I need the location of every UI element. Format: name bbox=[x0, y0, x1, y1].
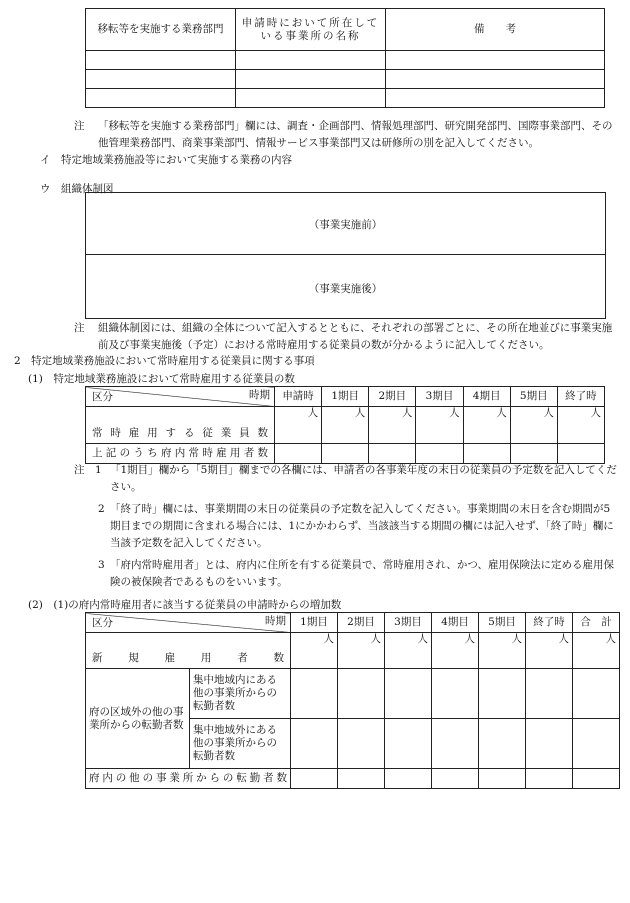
value-cell[interactable] bbox=[510, 444, 557, 464]
employee-count-table bbox=[85, 386, 605, 464]
row-label-new-hires: 新規雇用者数 bbox=[92, 652, 284, 664]
note-mark: 注 bbox=[74, 120, 85, 132]
value-cell[interactable] bbox=[557, 444, 604, 464]
value-cell[interactable] bbox=[573, 669, 620, 719]
value-cell[interactable]: 人 bbox=[338, 633, 385, 669]
value-cell[interactable] bbox=[432, 669, 479, 719]
period-header: 1期目 bbox=[322, 387, 369, 407]
corner-period-label: 時期 bbox=[249, 389, 270, 401]
note-text: 組織体制図には、組織の全体について記入するとともに、それぞれの部署ごとに、その所在地並びに事業実施前及び事業実施後（予定）における常時雇用する従業員の数が分かるように記入してください。 bbox=[98, 322, 613, 351]
note-text: 「終了時」欄には、事業期間の末日の従業員の予定数を記入してください。事業期間の末日を含む期間が5期目までの期間に含まれる場合には、1にかかわらず、当該該当する期間の欄には記入せず、「終了時」欄に当該予定数を記入してください。 bbox=[110, 503, 614, 549]
header-office-name: 申請時において所在している事業所の名称 bbox=[236, 9, 386, 51]
note-text: 「移転等を実施する業務部門」欄には、調査・企画部門、情報処理部門、研究開発部門、国際事業部門、その他管理業務部門、商業事業部門、情報サービス事業部門又は研修所の別を記入してください。 bbox=[98, 120, 613, 149]
row-label-transfers-within-prefecture: 府内の他の事業所からの転勤者数 bbox=[89, 772, 287, 784]
table-cell[interactable] bbox=[386, 89, 605, 108]
value-cell[interactable] bbox=[573, 769, 620, 789]
value-cell[interactable]: 人 bbox=[557, 407, 604, 444]
org-after-label: （事業実施後） bbox=[308, 283, 383, 295]
table-cell[interactable] bbox=[236, 51, 386, 70]
value-cell[interactable] bbox=[338, 669, 385, 719]
period-header: 4期目 bbox=[432, 613, 479, 633]
table-cell[interactable] bbox=[86, 89, 236, 108]
corner-period-label: 時期 bbox=[265, 615, 286, 627]
period-category-corner bbox=[86, 387, 275, 407]
value-cell[interactable] bbox=[432, 719, 479, 769]
period-header: 3期目 bbox=[416, 387, 463, 407]
period-header: 1期目 bbox=[291, 613, 338, 633]
note-text: 「1期目」欄から「5期目」欄までの各欄には、申請者の各事業年度の末日の従業員の予定数を記入してください。 bbox=[110, 464, 617, 493]
value-cell[interactable]: 人 bbox=[322, 407, 369, 444]
value-cell[interactable] bbox=[322, 444, 369, 464]
period-header: 2期目 bbox=[369, 387, 416, 407]
period-header: 合 計 bbox=[573, 613, 620, 633]
row-label-transfers-outside-concentrated: 集中地域外にある他の事業所からの転勤者数 bbox=[190, 719, 291, 769]
value-cell[interactable] bbox=[479, 669, 526, 719]
notes-employee-count bbox=[68, 462, 618, 591]
period-header: 終了時 bbox=[526, 613, 573, 633]
value-cell[interactable] bbox=[385, 769, 432, 789]
value-cell[interactable] bbox=[526, 769, 573, 789]
header-business-unit: 移転等を実施する業務部門 bbox=[86, 9, 236, 51]
subsection-2-heading: (2) (1)の府内常時雇用者に該当する従業員の申請時からの増加数 bbox=[28, 599, 342, 611]
value-cell[interactable]: 人 bbox=[573, 633, 620, 669]
note-mark: 2 bbox=[98, 503, 105, 515]
note-org-chart bbox=[68, 320, 616, 354]
value-cell[interactable] bbox=[385, 669, 432, 719]
table-cell[interactable] bbox=[236, 89, 386, 108]
section-u-heading: ウ 組織体制図 bbox=[40, 183, 114, 195]
note-mark: 3 bbox=[98, 559, 105, 571]
subsection-1-heading: (1) 特定地域業務施設において常時雇用する従業員の数 bbox=[28, 373, 295, 385]
row-label-regular-employees: 常時雇用する従業員数 bbox=[92, 427, 268, 439]
value-cell[interactable] bbox=[338, 769, 385, 789]
value-cell[interactable] bbox=[416, 444, 463, 464]
corner-category-label: 区分 bbox=[92, 391, 113, 403]
value-cell[interactable] bbox=[291, 669, 338, 719]
corner-category-label: 区分 bbox=[92, 617, 113, 629]
period-header: 3期目 bbox=[385, 613, 432, 633]
table-cell[interactable] bbox=[86, 70, 236, 89]
value-cell[interactable]: 人 bbox=[291, 633, 338, 669]
value-cell[interactable]: 人 bbox=[463, 407, 510, 444]
value-cell[interactable] bbox=[291, 719, 338, 769]
value-cell[interactable] bbox=[369, 444, 416, 464]
value-cell[interactable] bbox=[432, 769, 479, 789]
business-unit-table bbox=[85, 8, 605, 108]
value-cell[interactable] bbox=[338, 719, 385, 769]
value-cell[interactable]: 人 bbox=[369, 407, 416, 444]
value-cell[interactable] bbox=[479, 769, 526, 789]
employee-increase-table bbox=[85, 612, 620, 789]
section-i-heading: イ 特定地域業務施設等において実施する業務の内容 bbox=[40, 154, 292, 166]
value-cell[interactable]: 人 bbox=[385, 633, 432, 669]
org-divider bbox=[86, 254, 605, 255]
value-cell[interactable]: 人 bbox=[479, 633, 526, 669]
note-mark: 注 bbox=[74, 322, 85, 334]
value-cell[interactable] bbox=[291, 769, 338, 789]
table-cell[interactable] bbox=[386, 70, 605, 89]
period-header: 5期目 bbox=[510, 387, 557, 407]
value-cell[interactable]: 人 bbox=[432, 633, 479, 669]
value-cell[interactable] bbox=[275, 444, 322, 464]
period-header: 4期目 bbox=[463, 387, 510, 407]
row-label-prefecture-employees: 上記のうち府内常時雇用者数 bbox=[92, 447, 268, 459]
row-label-transfers-within-concentrated: 集中地域内にある他の事業所からの転勤者数 bbox=[190, 669, 291, 719]
section-2-heading: 2 特定地域業務施設において常時雇用する従業員に関する事項 bbox=[14, 355, 315, 367]
value-cell[interactable]: 人 bbox=[275, 407, 322, 444]
note-text: 「府内常時雇用者」とは、府内に住所を有する従業員で、常時雇用され、かつ、雇用保険法に定める雇用保険の被保険者であるものをいいます。 bbox=[110, 559, 614, 588]
value-cell[interactable]: 人 bbox=[526, 633, 573, 669]
table-cell[interactable] bbox=[86, 51, 236, 70]
row-label-transfers-outside: 府の区域外の他の事業所からの転勤者数 bbox=[86, 669, 190, 769]
period-header: 終了時 bbox=[557, 387, 604, 407]
period-header: 5期目 bbox=[479, 613, 526, 633]
value-cell[interactable] bbox=[526, 719, 573, 769]
value-cell[interactable] bbox=[479, 719, 526, 769]
table-cell[interactable] bbox=[386, 51, 605, 70]
value-cell[interactable] bbox=[573, 719, 620, 769]
period-header: 申請時 bbox=[275, 387, 322, 407]
period-category-corner bbox=[86, 613, 291, 633]
org-chart-box[interactable] bbox=[85, 192, 606, 319]
note-business-unit bbox=[68, 118, 613, 152]
value-cell[interactable]: 人 bbox=[510, 407, 557, 444]
period-header: 2期目 bbox=[338, 613, 385, 633]
value-cell[interactable] bbox=[385, 719, 432, 769]
table-cell[interactable] bbox=[236, 70, 386, 89]
value-cell[interactable] bbox=[463, 444, 510, 464]
org-before-label: （事業実施前） bbox=[308, 219, 383, 231]
header-remarks: 備 考 bbox=[386, 9, 605, 51]
value-cell[interactable]: 人 bbox=[416, 407, 463, 444]
note-mark: 注 1 bbox=[74, 464, 102, 476]
value-cell[interactable] bbox=[526, 669, 573, 719]
